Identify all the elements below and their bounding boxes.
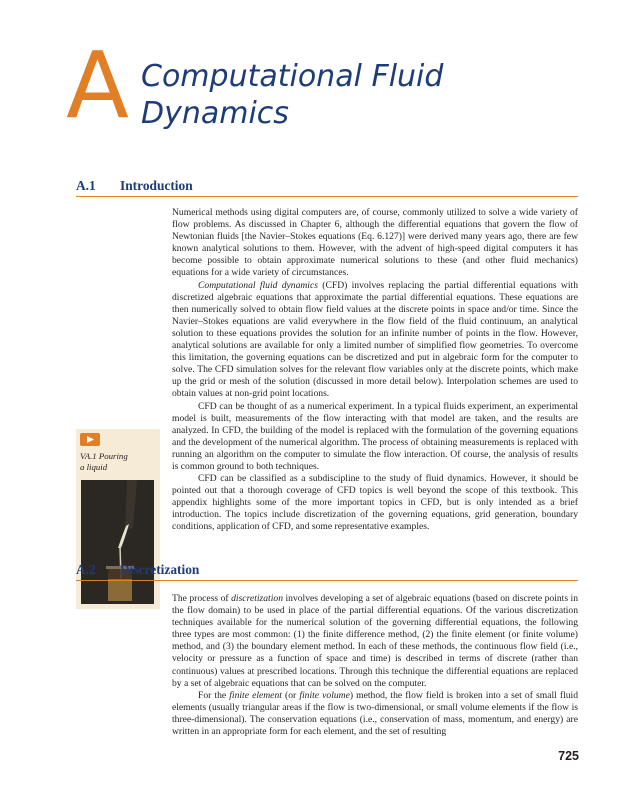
page-number: 725 [558, 749, 579, 763]
video-sidebar[interactable] [76, 429, 160, 609]
emphasis-term: finite volume [299, 689, 350, 701]
introduction-body [172, 207, 578, 534]
section-number: A.2 [76, 562, 96, 577]
paragraph: CFD can be classified as a subdiscipline to the study of fluid dynamics. However, it should be pointed out that a thorough coverage of CFD topics is well beyond the scope of this textbook. This appendix highlights some of the more important topics in CFD, but is only intended as a brief introduction. The topics include discretization of the governing equations, grid generation, boundary conditions, application of CFD, and some representative examples. [172, 473, 578, 533]
emphasis-term: discretization [231, 593, 283, 604]
video-caption-line-2: a liquid [80, 462, 108, 472]
paragraph: CFD can be thought of as a numerical experiment. In a typical fluids experiment, an experimental model is built, measurements of the flow interacting with that model are taken, and the results are analyzed. In CFD, the building of the model is replaced with the formulation of the governing equations and the development of the numerical algorithm. The process of obtaining measurements is replaced with running an algorithm on the computer to simulate the flow interaction. Of course, the analysis of results is common ground to both techniques. [172, 400, 578, 472]
chapter-letter: A [66, 32, 129, 139]
paragraph: The process of discretization involves developing a set of algebraic equations (based on discrete points in the flow domain) to be used in place of the partial differential equations. Of the various discretization techniques available for the numerical solution of the governing differential equations, the following three types are most common: (1) the finite difference method, (2) the finite element (or finite volume) method, and (3) the boundary element method. In each of these methods, the continuous flow field (i.e., velocity or pressure as a function of space and time) is described in terms of discrete (rather than continuous) values at prescribed locations. Through this technique the differential equations are replaced by a set of algebraic equations that can be solved on the computer. [172, 593, 579, 689]
section-title: Introduction [120, 178, 193, 193]
chapter-title-line-1: Computational Fluid [141, 59, 444, 94]
paragraph: Numerical methods using digital computers are, of course, commonly utilized to solve a wide variety of flow problems. As discussed in Chapter 6, although the differential equations that govern the flow of Newtonian fluids [the Navier–Stokes equations (Eq. 6.127)] were derived many years ago, there are few known analytical solutions to them. However, with the advent of high-speed digital computers it has become possible to obtain approximate numerical solutions to these (and other fluid mechanics) equations for a wide variety of circumstances. [172, 207, 578, 279]
paragraph: Computational fluid dynamics (CFD) involves replacing the partial differential equations with discretized algebraic equations that approximate the partial differential equations. These equations are then numerically solved to obtain flow field values at the discrete points in space and/or time. Since the Navier–Stokes equations are valid everywhere in the flow field of the fluid continuum, an analytical solution to these equations provides the solution for an infinite number of points in the flow. However, analytical solutions are available for only a limited number of simplified flow geometries. To overcome this limitation, the governing equations can be discretized and put in algebraic form for the computer to solve. The CFD simulation solves for the relevant flow variables only at the discrete points, which make up the grid or mesh of the solution (discussed in more detail below). Interpolation schemes are used to obtain values at non-grid point locations. [172, 279, 578, 400]
chapter-title [141, 58, 443, 132]
emphasis-term: Computational fluid dynamics [198, 279, 318, 291]
video-caption [80, 451, 158, 473]
emphasis-term: finite element [229, 689, 282, 701]
section-number: A.1 [76, 178, 96, 193]
chapter-title-line-2: Dynamics [141, 96, 289, 131]
discretization-body [172, 593, 578, 738]
section-heading-discretization [76, 562, 578, 581]
play-icon[interactable] [80, 433, 100, 446]
video-thumbnail[interactable] [81, 480, 154, 604]
paragraph: For the finite element (or finite volume) method, the flow field is broken into a set of small fluid elements (usually triangular areas if the flow is two-dimensional, or small volume elements if the flow is three-dimensional). The conservation equations (i.e., conservation of mass, momentum, and energy) are written in an appropriate form for each element, and the set of resulting [172, 689, 579, 738]
video-caption-line-1: VA.1 Pouring [80, 451, 128, 461]
section-title: Discretization [120, 562, 200, 577]
section-heading-introduction [76, 178, 578, 197]
